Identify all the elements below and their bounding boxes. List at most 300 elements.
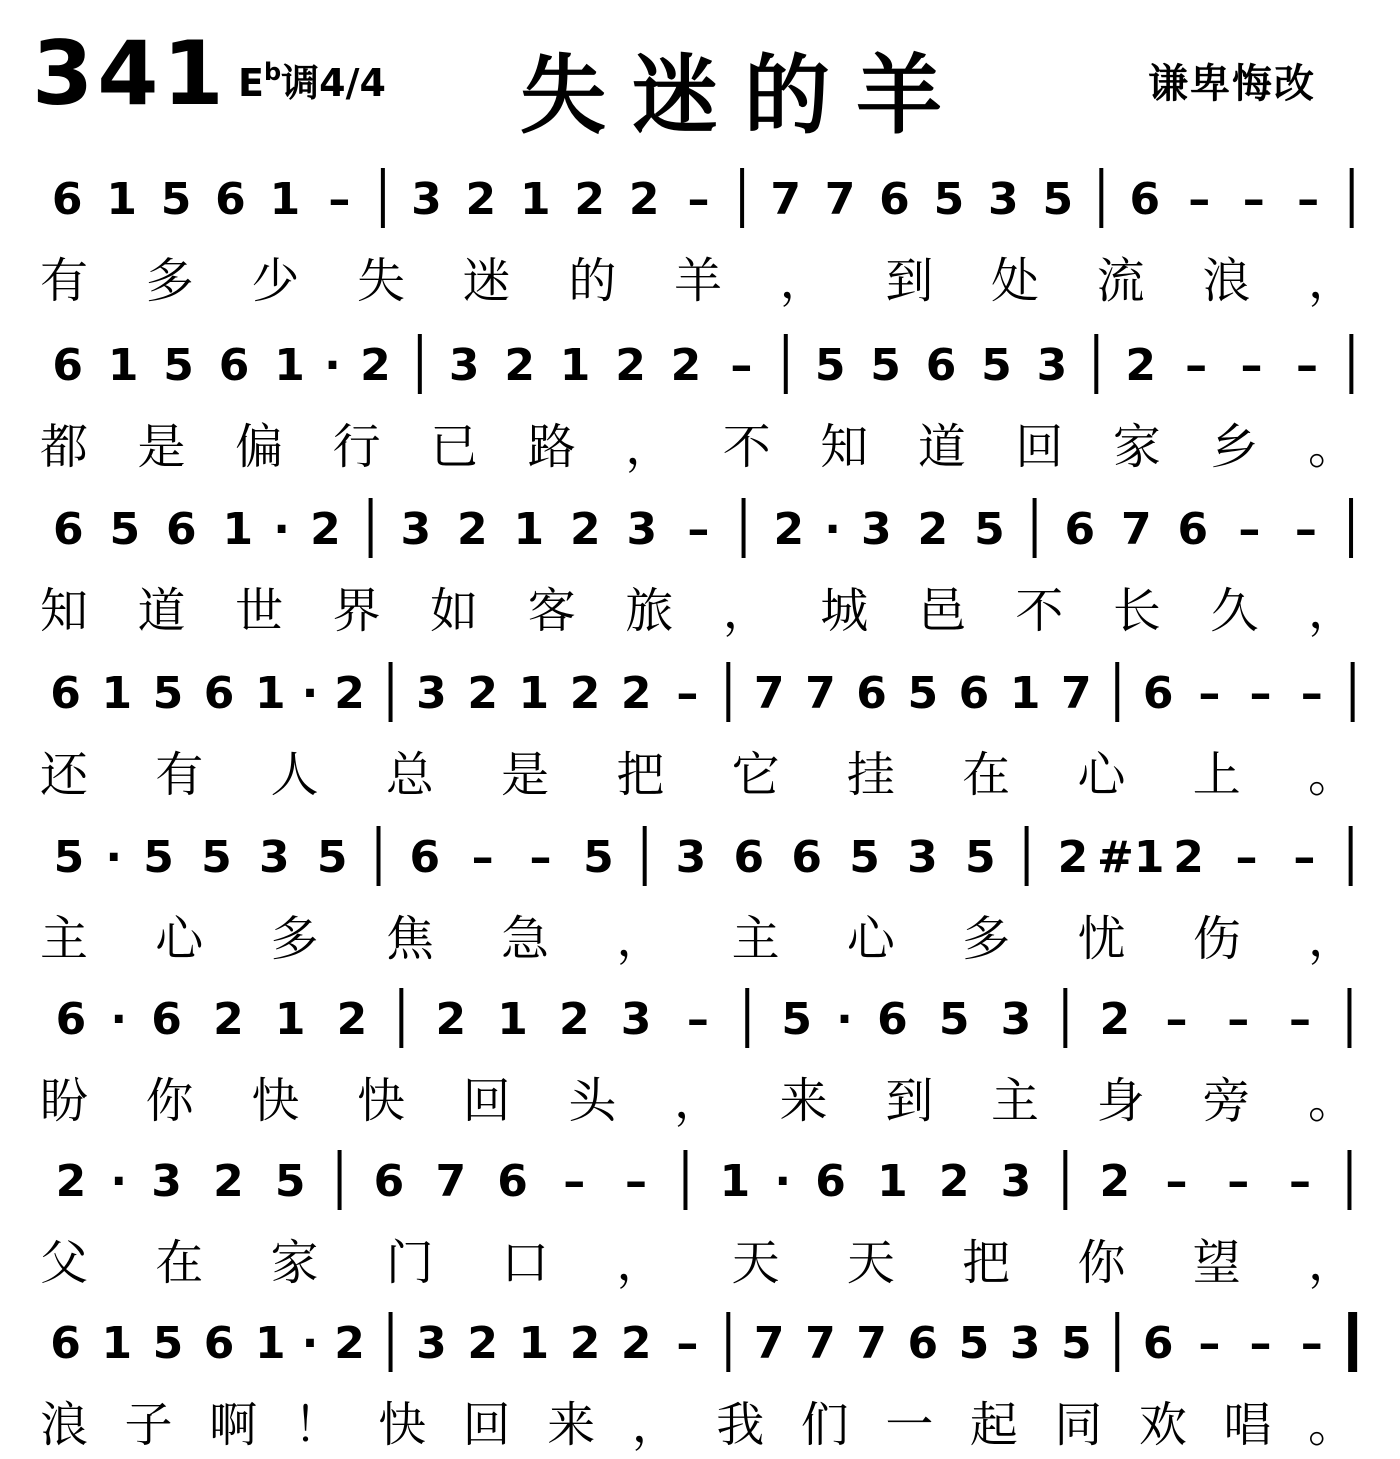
note: 2 xyxy=(334,668,365,719)
notation-row xyxy=(0,150,1400,250)
lyric-row xyxy=(0,900,1400,967)
lyric-char: ， xyxy=(779,253,828,309)
note: 1 xyxy=(519,174,551,225)
notation-row xyxy=(0,1132,1400,1232)
dash-note: – xyxy=(1165,994,1188,1045)
note: 3 xyxy=(151,1156,182,1207)
note: 2 xyxy=(558,994,590,1045)
dash-note: – xyxy=(1296,340,1319,391)
lyric-char: 回 xyxy=(462,1397,511,1453)
lyric-char: 是 xyxy=(137,419,186,475)
music-system xyxy=(0,644,1400,809)
note: 2 xyxy=(360,340,391,391)
note: 5 xyxy=(938,994,970,1045)
dot-mark: · xyxy=(301,668,319,719)
lyric-char: 还 xyxy=(40,747,89,803)
lyric-char: 心 xyxy=(1077,747,1126,803)
lyric-char: 偏 xyxy=(235,419,284,475)
dash-note: – xyxy=(1238,504,1261,555)
note: 1 xyxy=(1009,668,1041,719)
note: 1 xyxy=(106,174,137,225)
lyric-char: 盼 xyxy=(40,1073,89,1129)
lyric-char: ， xyxy=(631,1397,680,1453)
lyric-row xyxy=(0,242,1400,309)
hymn-title: 失迷的羊 xyxy=(520,46,968,146)
lyric-char: 有 xyxy=(40,253,89,309)
note: 2 xyxy=(55,1156,87,1207)
lyric-char: 唱 xyxy=(1223,1397,1272,1453)
note: 5 xyxy=(163,340,194,391)
lyric-char: 天 xyxy=(731,1235,780,1291)
lyric-char: 上 xyxy=(1192,747,1241,803)
lyric-char: 。 xyxy=(1308,1397,1357,1453)
dash-note: – xyxy=(1227,1156,1250,1207)
note: 2 xyxy=(670,340,702,391)
note: 2 xyxy=(1057,832,1089,883)
note: 1 xyxy=(254,668,286,719)
dash-note: – xyxy=(471,832,494,883)
note: 5 xyxy=(974,504,1005,555)
lyric-char: 忧 xyxy=(1077,911,1126,967)
dash-note: – xyxy=(676,1318,699,1369)
note: 1 xyxy=(513,504,545,555)
lyric-char: 世 xyxy=(235,583,284,639)
note: 6 xyxy=(815,1156,846,1207)
note: 3 xyxy=(861,504,892,555)
dot-mark: · xyxy=(774,1156,792,1207)
note: 2 xyxy=(574,174,606,225)
note: 6 xyxy=(203,1318,235,1369)
note: 1 xyxy=(518,668,550,719)
note: 2 xyxy=(569,1318,601,1369)
lyric-char: 急 xyxy=(501,911,550,967)
lyric-char: 同 xyxy=(1054,1397,1103,1453)
lyric-char: 快 xyxy=(251,1073,300,1129)
lyric-char: 你 xyxy=(145,1073,194,1129)
note: 6 xyxy=(373,1156,405,1207)
note: 7 xyxy=(770,174,801,225)
lyric-char: 它 xyxy=(731,747,780,803)
note: #1 xyxy=(1097,832,1165,883)
lyric-char: 多 xyxy=(270,911,319,967)
note: 6 xyxy=(958,668,990,719)
note: 2 xyxy=(938,1156,970,1207)
lyric-char: 主 xyxy=(40,911,89,967)
dash-note: – xyxy=(529,832,552,883)
lyric-char: 头 xyxy=(568,1073,617,1129)
lyric-char: 是 xyxy=(501,747,550,803)
note: 5 xyxy=(907,668,939,719)
note: 5 xyxy=(201,832,232,883)
key-time: 调4/4 xyxy=(281,61,386,105)
note: 2 xyxy=(1099,1156,1131,1207)
lyric-char: ， xyxy=(616,911,665,967)
lyric-char: ， xyxy=(674,1073,723,1129)
lyric-char: 浪 xyxy=(40,1397,89,1453)
note: 2 xyxy=(1099,994,1131,1045)
note: 5 xyxy=(1060,1318,1092,1369)
lyric-char: 天 xyxy=(846,1235,895,1291)
music-system xyxy=(0,970,1400,1135)
lyric-char: 久 xyxy=(1210,583,1259,639)
lyric-char: 我 xyxy=(716,1397,765,1453)
note: 6 xyxy=(151,994,182,1045)
lyric-char: 有 xyxy=(155,747,204,803)
note: 1 xyxy=(222,504,254,555)
note: 2 xyxy=(628,174,660,225)
music-system xyxy=(0,150,1400,315)
music-system xyxy=(0,1132,1400,1297)
note: 5 xyxy=(981,340,1012,391)
lyric-char: 浪 xyxy=(1202,253,1251,309)
note: 6 xyxy=(51,174,83,225)
note: 3 xyxy=(907,832,938,883)
note: 2 xyxy=(504,340,535,391)
note: 1 xyxy=(101,1318,133,1369)
notation-row xyxy=(0,808,1400,908)
lyric-char: 望 xyxy=(1192,1235,1241,1291)
note: 7 xyxy=(805,1318,836,1369)
lyric-char: 把 xyxy=(616,747,665,803)
note: 6 xyxy=(52,504,84,555)
lyric-char: 道 xyxy=(137,583,186,639)
lyric-char: 客 xyxy=(527,583,576,639)
note: 6 xyxy=(1142,668,1174,719)
lyric-char: 迷 xyxy=(462,253,511,309)
note: 6 xyxy=(203,668,235,719)
lyric-char: 多 xyxy=(145,253,194,309)
notation-row xyxy=(0,316,1400,416)
lyric-char: 在 xyxy=(962,747,1011,803)
note: 1 xyxy=(497,994,528,1045)
lyric-char: 人 xyxy=(270,747,319,803)
lyric-row xyxy=(0,408,1400,475)
note: 1 xyxy=(274,340,305,391)
lyric-char: ， xyxy=(1308,253,1357,309)
dash-note: – xyxy=(1300,668,1323,719)
lyric-char: ， xyxy=(625,419,674,475)
note: 1 xyxy=(719,1156,751,1207)
lyric-char: 把 xyxy=(962,1235,1011,1291)
lyric-char: 行 xyxy=(332,419,381,475)
dash-note: – xyxy=(1249,668,1272,719)
note: 5 xyxy=(964,832,996,883)
note: 7 xyxy=(1120,504,1152,555)
lyric-char: 长 xyxy=(1112,583,1161,639)
lyric-char: 伤 xyxy=(1192,911,1241,967)
lyric-char: 来 xyxy=(547,1397,596,1453)
notation-row xyxy=(0,480,1400,580)
dash-note: – xyxy=(1297,174,1320,225)
note: 6 xyxy=(1129,174,1161,225)
dash-note: – xyxy=(730,340,753,391)
note: 6 xyxy=(877,994,908,1045)
lyric-char: 旁 xyxy=(1202,1073,1251,1129)
notation-row xyxy=(0,970,1400,1070)
note: 1 xyxy=(269,174,301,225)
dash-note: – xyxy=(1198,1318,1221,1369)
music-system xyxy=(0,1294,1400,1459)
note: 1 xyxy=(254,1318,286,1369)
lyric-char: 邑 xyxy=(917,583,966,639)
lyric-char: 回 xyxy=(462,1073,511,1129)
note: 3 xyxy=(259,832,290,883)
note: 2 xyxy=(620,1318,652,1369)
lyric-char: 。 xyxy=(1308,419,1357,475)
note: 2 xyxy=(310,504,341,555)
note: 2 xyxy=(570,504,601,555)
note: 3 xyxy=(620,994,652,1045)
lyric-char: ， xyxy=(722,583,771,639)
note: 5 xyxy=(870,340,901,391)
note: 3 xyxy=(988,174,1019,225)
lyric-char: 旅 xyxy=(625,583,674,639)
lyric-row xyxy=(0,572,1400,639)
notation-row xyxy=(0,644,1400,744)
note: 1 xyxy=(518,1318,550,1369)
lyric-char: 焦 xyxy=(385,911,434,967)
note: 5 xyxy=(152,1318,184,1369)
lyric-char: ， xyxy=(616,1235,665,1291)
lyric-char: 少 xyxy=(251,253,300,309)
dash-note: – xyxy=(1289,1156,1312,1207)
note: 6 xyxy=(55,994,87,1045)
lyric-char: 处 xyxy=(991,253,1040,309)
note: 2 xyxy=(917,504,949,555)
lyric-row xyxy=(0,1386,1400,1453)
lyric-char: 回 xyxy=(1015,419,1064,475)
note: 5 xyxy=(933,174,965,225)
dot-mark: · xyxy=(110,994,128,1045)
lyric-char: ， xyxy=(1308,911,1357,967)
note: 3 xyxy=(1000,994,1032,1045)
music-system xyxy=(0,316,1400,481)
dash-note: – xyxy=(686,994,709,1045)
lyric-char: ， xyxy=(1308,583,1357,639)
note: 3 xyxy=(416,668,447,719)
lyric-char: 不 xyxy=(722,419,771,475)
note: 6 xyxy=(50,668,81,719)
note: 2 xyxy=(1125,340,1156,391)
dot-mark: · xyxy=(836,994,853,1045)
dash-note: – xyxy=(687,504,710,555)
note: 6 xyxy=(856,668,887,719)
note: 5 xyxy=(274,1156,306,1207)
dash-note: – xyxy=(676,668,699,719)
dash-note: – xyxy=(563,1156,586,1207)
note: 5 xyxy=(143,832,174,883)
lyric-row xyxy=(0,1224,1400,1291)
lyric-char: 知 xyxy=(40,583,89,639)
note: 2 xyxy=(620,668,652,719)
music-system xyxy=(0,808,1400,973)
lyric-char: 快 xyxy=(357,1073,406,1129)
lyric-char: 来 xyxy=(779,1073,828,1129)
lyric-char: 心 xyxy=(155,911,204,967)
note: 3 xyxy=(675,832,707,883)
lyric-char: 界 xyxy=(332,583,381,639)
hymn-credit: 谦卑悔改 xyxy=(1148,61,1316,107)
note: 6 xyxy=(50,1318,81,1369)
dash-note: – xyxy=(1240,340,1263,391)
note: 6 xyxy=(733,832,765,883)
note: 2 xyxy=(213,1156,244,1207)
note: 3 xyxy=(1009,1318,1041,1369)
dash-note: – xyxy=(1289,994,1312,1045)
note: 6 xyxy=(1177,504,1209,555)
note: 3 xyxy=(411,174,442,225)
dash-note: – xyxy=(625,1156,648,1207)
note: 3 xyxy=(1000,1156,1032,1207)
lyric-char: 多 xyxy=(962,911,1011,967)
lyric-char: 总 xyxy=(385,747,434,803)
lyric-row xyxy=(0,736,1400,803)
note: 6 xyxy=(791,832,823,883)
note: 1 xyxy=(877,1156,908,1207)
dash-note: – xyxy=(687,174,710,225)
note: 6 xyxy=(925,340,957,391)
lyric-char: 身 xyxy=(1096,1073,1145,1129)
lyric-row xyxy=(0,1062,1400,1129)
note: 6 xyxy=(409,832,441,883)
note: 6 xyxy=(1064,504,1096,555)
key-signature xyxy=(238,52,386,107)
note: 6 xyxy=(52,340,84,391)
note: 7 xyxy=(435,1156,467,1207)
score-header xyxy=(0,0,1400,150)
dot-mark: · xyxy=(105,832,123,883)
note: 7 xyxy=(1060,668,1092,719)
note: 6 xyxy=(879,174,910,225)
note: 2 xyxy=(569,668,601,719)
note: 1 xyxy=(101,668,133,719)
note: 2 xyxy=(213,994,244,1045)
note: 5 xyxy=(152,668,184,719)
note: 5 xyxy=(53,832,85,883)
dot-mark: · xyxy=(110,1156,128,1207)
lyric-char: 一 xyxy=(885,1397,934,1453)
lyric-char: 在 xyxy=(155,1235,204,1291)
dash-note: – xyxy=(1235,832,1258,883)
dash-note: – xyxy=(1300,1318,1323,1369)
note: 2 xyxy=(615,340,646,391)
lyric-char: 快 xyxy=(378,1397,427,1453)
dash-note: – xyxy=(1242,174,1265,225)
note: 5 xyxy=(849,832,880,883)
lyric-char: 都 xyxy=(40,419,89,475)
hymn-number: 341 xyxy=(32,22,228,125)
music-system xyxy=(0,480,1400,645)
lyric-char: 家 xyxy=(270,1235,319,1291)
lyric-char: 起 xyxy=(969,1397,1018,1453)
note: 5 xyxy=(316,832,348,883)
dot-mark: · xyxy=(324,340,341,391)
dash-note: – xyxy=(1227,994,1250,1045)
dash-note: – xyxy=(328,174,351,225)
lyric-char: 的 xyxy=(568,253,617,309)
note: 7 xyxy=(753,668,785,719)
note: 5 xyxy=(160,174,192,225)
note: 1 xyxy=(559,340,591,391)
dot-mark: · xyxy=(301,1318,319,1369)
note: 6 xyxy=(215,174,246,225)
lyric-char: 羊 xyxy=(674,253,723,309)
lyric-char: 子 xyxy=(124,1397,173,1453)
note: 2 xyxy=(467,1318,498,1369)
key-letter: E xyxy=(238,61,264,105)
note: 2 xyxy=(465,174,497,225)
note: 5 xyxy=(814,340,846,391)
note: 7 xyxy=(824,174,856,225)
lyric-char: 乡 xyxy=(1210,419,1259,475)
note: 3 xyxy=(416,1318,447,1369)
lyric-char: 到 xyxy=(885,1073,934,1129)
note: 2 xyxy=(1173,832,1204,883)
flat-sign: b xyxy=(263,58,282,86)
lyric-char: 知 xyxy=(820,419,869,475)
lyric-char: ， xyxy=(1308,1235,1357,1291)
lyric-char: 失 xyxy=(357,253,406,309)
lyric-char: 啊 xyxy=(209,1397,258,1453)
note: 5 xyxy=(1042,174,1074,225)
lyric-char: 欢 xyxy=(1138,1397,1187,1453)
lyric-char: 路 xyxy=(527,419,576,475)
dash-note: – xyxy=(1294,504,1317,555)
note: 2 xyxy=(773,504,805,555)
lyric-char: 已 xyxy=(430,419,479,475)
notation-row xyxy=(0,1294,1400,1394)
note: 1 xyxy=(107,340,139,391)
note: 6 xyxy=(907,1318,939,1369)
lyric-char: ！ xyxy=(293,1397,342,1453)
note: 5 xyxy=(583,832,614,883)
lyric-char: 家 xyxy=(1112,419,1161,475)
dash-note: – xyxy=(1249,1318,1272,1369)
lyric-char: 父 xyxy=(40,1235,89,1291)
note: 2 xyxy=(456,504,488,555)
note: 6 xyxy=(1142,1318,1174,1369)
lyric-char: 流 xyxy=(1096,253,1145,309)
note: 7 xyxy=(753,1318,785,1369)
dash-note: – xyxy=(1188,174,1211,225)
lyric-char: 主 xyxy=(731,911,780,967)
note: 3 xyxy=(400,504,432,555)
note: 1 xyxy=(274,994,306,1045)
lyric-char: 。 xyxy=(1308,747,1357,803)
lyric-char: 如 xyxy=(430,583,479,639)
lyric-char: 口 xyxy=(501,1235,550,1291)
dash-note: – xyxy=(1198,668,1221,719)
lyric-char: 城 xyxy=(820,583,869,639)
note: 2 xyxy=(435,994,467,1045)
lyric-char: 不 xyxy=(1015,583,1064,639)
note: 5 xyxy=(109,504,141,555)
note: 2 xyxy=(467,668,498,719)
lyric-char: 你 xyxy=(1077,1235,1126,1291)
note: 3 xyxy=(448,340,480,391)
note: 2 xyxy=(336,994,368,1045)
note: 6 xyxy=(497,1156,528,1207)
dash-note: – xyxy=(1293,832,1316,883)
dot-mark: · xyxy=(824,504,841,555)
lyric-char: 到 xyxy=(885,253,934,309)
note: 7 xyxy=(805,668,836,719)
lyric-char: 心 xyxy=(846,911,895,967)
note: 7 xyxy=(856,1318,887,1369)
dash-note: – xyxy=(1165,1156,1188,1207)
note: 3 xyxy=(626,504,658,555)
dot-mark: · xyxy=(273,504,290,555)
